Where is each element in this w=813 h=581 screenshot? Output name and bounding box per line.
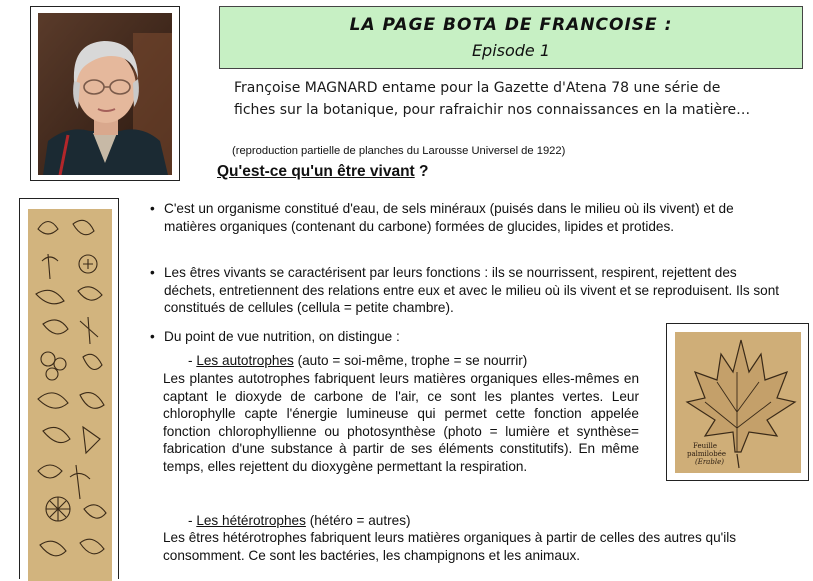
autotrophes-text: Les plantes autotrophes fabriquent leurs matières organiques elles-mêmes en captant le dioxyde de carbone de l'air, ce sont les plantes vertes. Leur chlorophylle capte l'énergie lumineuse qui permet cette fonction appelée fonction chlorophyllienne ou photosynthèse (photo = lumière et synthèse= fabrication d'une substance à partir de ses éléments constitutifs). En même temps, elles rejettent du dioxygène permettant la respiration. [163, 371, 639, 474]
autotrophes-dash: - [188, 353, 193, 368]
botanical-plate-frame [19, 198, 119, 579]
heterotrophes-term: Les hétérotrophes [196, 513, 306, 528]
question-text: Qu'est-ce qu'un être vivant [217, 163, 415, 180]
episode-label: Episode 1 [471, 41, 551, 60]
leaf-caption-line3: (Erable) [695, 458, 724, 466]
leaf-caption-line2: palmilobée [687, 450, 726, 458]
autotrophes-heading [188, 352, 527, 370]
section-question [217, 163, 429, 181]
autotrophes-term: Les autotrophes [196, 353, 294, 368]
heterotrophes-heading [188, 512, 411, 530]
botanical-plate-illustration [28, 209, 112, 581]
heterotrophes-text: Les êtres hétérotrophes fabriquent leurs matières organiques à partir de celles des autres qu'ils consomment. Ce sont les bactéries, les champignons et les animaux. [163, 530, 737, 563]
bullet-definition: • C'est un organisme constitué d'eau, de sels minéraux (puisés dans le milieu où ils vivent) et de matières organiques (contenant du carbone) formées de glucides, lipides et protides. [150, 200, 784, 235]
question-mark: ? [419, 163, 429, 180]
maple-leaf-illustration [675, 332, 801, 473]
portrait-photo-frame [30, 6, 180, 181]
intro-note: (reproduction partielle de planches du Larousse Universel de 1922) [232, 145, 566, 157]
heterotrophes-dash: - [188, 513, 193, 528]
autotrophes-gloss: (auto = soi-même, trophe = se nourrir) [297, 353, 528, 368]
leaf-plate-frame [666, 323, 809, 481]
bullet-functions: • Les êtres vivants se caractérisent par leurs fonctions : ils se nourrissent, respirent, rejettent des déchets, entretiennent des relations entre eux et avec le milieu où ils vivent et se reproduisent. Ils sont constitués de cellules (cellula = petite chambre). [150, 264, 784, 317]
title-banner [219, 6, 803, 69]
page-title: LA PAGE BOTA DE FRANCOISE : [349, 15, 673, 35]
bullet-nutrition: • Du point de vue nutrition, on distingue : [150, 328, 664, 346]
leaf-caption-line1: Feuille [693, 442, 717, 450]
heterotrophes-gloss: (hétéro = autres) [309, 513, 411, 528]
portrait-photo [38, 13, 172, 175]
intro-text: Françoise MAGNARD entame pour la Gazette d'Atena 78 une série de fiches sur la botanique, pour rafraichir nos connaissances en la matière… [234, 80, 751, 118]
